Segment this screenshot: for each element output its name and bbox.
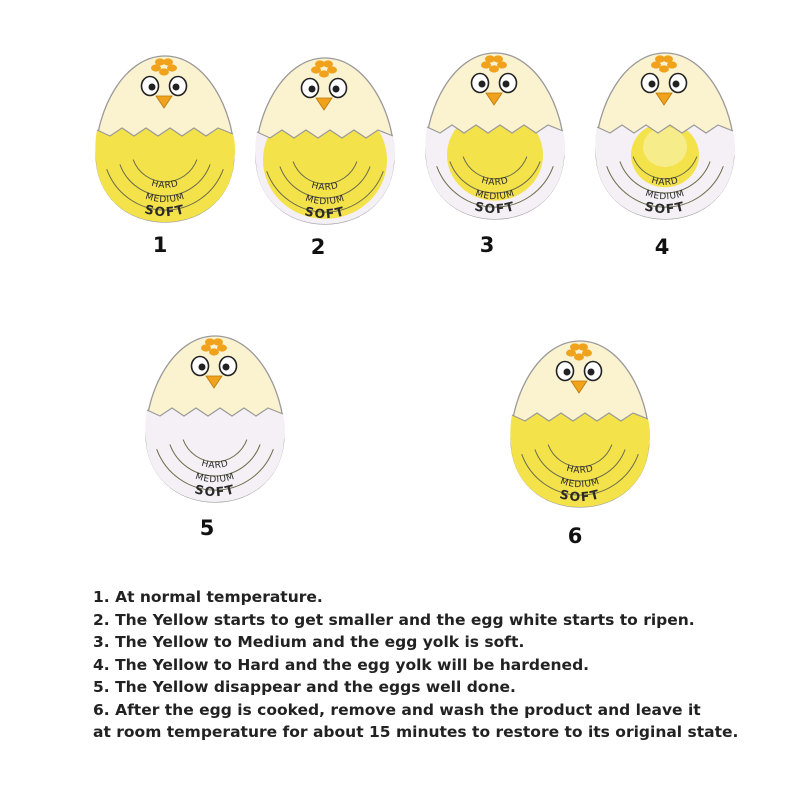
egg-svg	[140, 330, 290, 505]
egg-number-4: 4	[654, 235, 670, 259]
egg-number-2: 2	[310, 235, 326, 259]
egg-svg	[590, 47, 740, 222]
egg-figure-5	[140, 330, 290, 505]
egg-svg	[250, 52, 400, 227]
instruction-line-2: 2. The Yellow starts to get smaller and the egg white starts to ripen.	[93, 610, 695, 629]
instructions-list	[93, 586, 773, 744]
egg-number-5: 5	[199, 516, 215, 540]
egg-svg	[505, 335, 655, 510]
egg-number-1: 1	[152, 233, 168, 257]
instruction-line-1: 1. At normal temperature.	[93, 588, 323, 606]
instruction-line-4: 4. The Yellow to Hard and the egg yolk will be hardened.	[93, 655, 590, 674]
egg-number-6: 6	[567, 524, 583, 548]
label-medium: MEDIUM	[559, 476, 601, 491]
label-soft: SOFT	[193, 481, 237, 500]
label-medium: MEDIUM	[194, 471, 236, 486]
label-hard: HARD	[650, 175, 680, 189]
label-medium: MEDIUM	[474, 188, 516, 203]
egg-svg	[90, 50, 240, 225]
instruction-line-6: 6. After the egg is cooked, remove and wash the product and leave it	[93, 700, 701, 719]
label-hard: HARD	[200, 458, 230, 472]
label-soft: SOFT	[303, 203, 347, 222]
label-hard: HARD	[150, 178, 180, 192]
egg-figure-2	[250, 52, 400, 227]
instruction-line-3: 3. The Yellow to Medium and the egg yolk is soft.	[93, 633, 525, 651]
egg-figure-6	[505, 335, 655, 510]
instruction-line-7: at room temperature for about 15 minutes to restore to its original state.	[93, 723, 739, 741]
label-hard: HARD	[310, 180, 340, 194]
egg-number-3: 3	[479, 233, 495, 257]
label-soft: SOFT	[143, 201, 187, 220]
label-medium: MEDIUM	[304, 193, 346, 208]
label-soft: SOFT	[473, 198, 517, 217]
label-medium: MEDIUM	[144, 191, 186, 206]
egg-figure-1	[90, 50, 240, 225]
egg-figure-4	[590, 47, 740, 222]
label-medium: MEDIUM	[644, 188, 686, 203]
label-soft: SOFT	[643, 198, 687, 217]
label-hard: HARD	[565, 463, 595, 477]
label-hard: HARD	[480, 175, 510, 189]
egg-figure-3	[420, 47, 570, 222]
label-soft: SOFT	[558, 486, 602, 505]
egg-svg	[420, 47, 570, 222]
instruction-line-5: 5. The Yellow disappear and the eggs well done.	[93, 678, 516, 696]
